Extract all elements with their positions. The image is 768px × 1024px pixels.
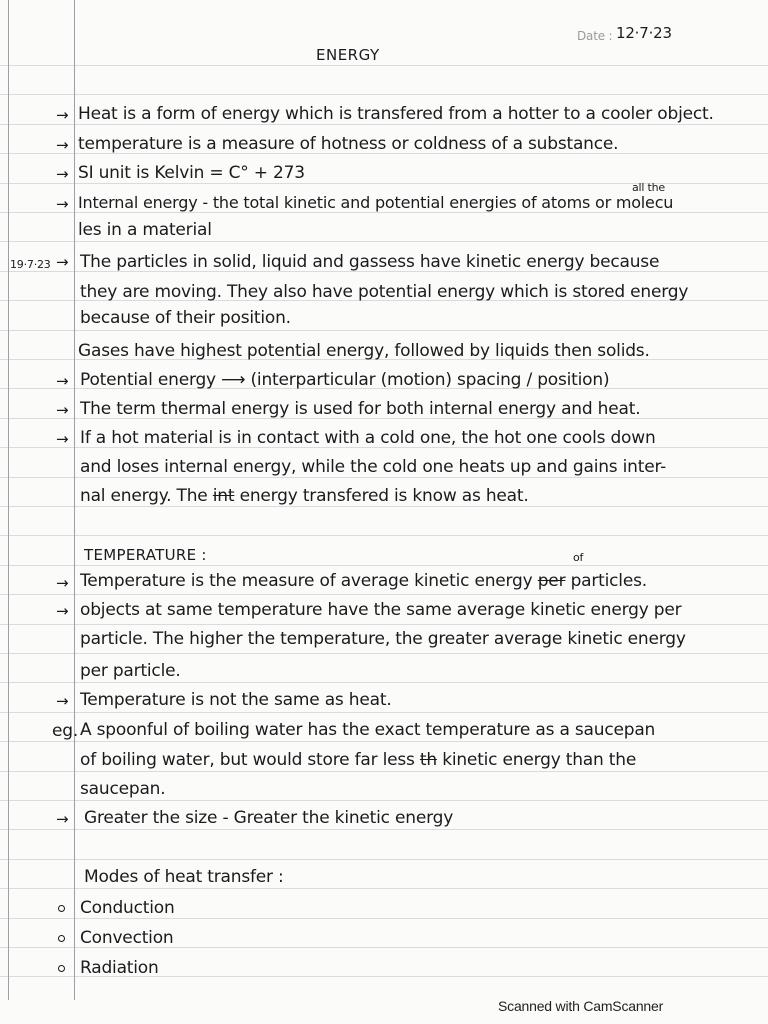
arrow-icon: → (56, 253, 69, 271)
ruled-line (0, 653, 768, 654)
arrow-icon: → (56, 136, 69, 154)
arrow-icon: → (56, 692, 69, 710)
arrow-icon: → (56, 195, 69, 213)
arrow-icon: → (56, 430, 69, 448)
note-line: A spoonful of boiling water has the exact temperature as a saucepan (80, 720, 656, 740)
note-line: les in a material (78, 220, 212, 240)
ruled-line (0, 594, 768, 595)
ruled-line (0, 241, 768, 242)
date-label: Date : (577, 29, 613, 43)
bullet-icon (58, 935, 65, 942)
date-value: 12·7·23 (616, 24, 672, 42)
bullet-icon (58, 905, 65, 912)
arrow-icon: → (56, 574, 69, 592)
scanner-watermark: Scanned with CamScanner (498, 998, 664, 1014)
margin-line (74, 0, 75, 1000)
struck-word: th (419, 750, 437, 770)
ruled-line (0, 771, 768, 772)
note-line: and loses internal energy, while the cold one heats up and gains inter- (80, 457, 667, 477)
note-line: particle. The higher the temperature, the greater average kinetic energy (80, 629, 686, 649)
arrow-icon: → (56, 810, 69, 828)
list-item: Conduction (80, 898, 175, 918)
inserted-words: all the (632, 181, 666, 194)
note-line: Greater the size - Greater the kinetic energy (84, 808, 454, 828)
ruled-line (0, 888, 768, 889)
note-line: temperature is a measure of hotness or coldness of a substance. (78, 134, 619, 154)
ruled-line (0, 712, 768, 713)
note-line: objects at same temperature have the same average kinetic energy per (80, 600, 682, 620)
ruled-line (0, 800, 768, 801)
ruled-line (0, 741, 768, 742)
note-line: The term thermal energy is used for both internal energy and heat. (80, 399, 641, 419)
example-label: eg. (52, 721, 79, 741)
arrow-icon: → (56, 372, 69, 390)
list-item: Convection (80, 928, 174, 948)
struck-word: int (212, 486, 235, 506)
note-line: Temperature is not the same as heat. (80, 690, 392, 710)
ruled-line (0, 535, 768, 536)
note-line (80, 570, 647, 592)
struck-word: per (537, 571, 566, 591)
left-edge-line (8, 0, 9, 1000)
section-heading: Modes of heat transfer : (84, 867, 284, 887)
note-line: saucepan. (80, 779, 166, 799)
note-line (80, 485, 529, 507)
bullet-icon (58, 965, 65, 972)
note-line: they are moving. They also have potential energy which is stored energy (80, 282, 689, 302)
note-fragment: Temperature is the measure of average kinetic energy (80, 571, 533, 591)
arrow-icon: → (56, 602, 69, 620)
note-line: because of their position. (80, 308, 291, 328)
inserted-words: of (573, 551, 584, 564)
ruled-line (0, 330, 768, 331)
note-fragment: of boiling water, but would store far less (80, 750, 415, 770)
ruled-line (0, 624, 768, 625)
margin-date: 19·7·23 (10, 258, 51, 271)
arrow-icon: → (56, 401, 69, 419)
note-fragment: kinetic energy than the (442, 750, 637, 770)
ruled-line (0, 682, 768, 683)
arrow-icon: → (56, 106, 69, 124)
note-line: Heat is a form of energy which is transfered from a hotter to a cooler object. (78, 104, 714, 124)
ruled-line (0, 65, 768, 66)
arrow-icon: → (56, 165, 69, 183)
note-line: If a hot material is in contact with a cold one, the hot one cools down (80, 428, 656, 448)
note-fragment: nal energy. The (80, 486, 208, 506)
note-line: Gases have highest potential energy, followed by liquids then solids. (78, 341, 650, 361)
section-heading: TEMPERATURE : (84, 546, 207, 564)
ruled-line (0, 859, 768, 860)
note-fragment: energy transfered is know as heat. (239, 486, 529, 506)
list-item: Radiation (80, 958, 159, 978)
note-line (80, 749, 636, 771)
note-line: The particles in solid, liquid and gassess have kinetic energy because (80, 252, 660, 272)
note-line: Internal energy - the total kinetic and potential energies of atoms or molecu (78, 193, 674, 212)
note-line: Potential energy ⟶ (interparticular (motion) spacing / position) (80, 370, 610, 390)
page-title: ENERGY (316, 46, 380, 64)
note-line: per particle. (80, 661, 181, 681)
note-line: SI unit is Kelvin = C° + 273 (78, 163, 305, 183)
ruled-line (0, 829, 768, 830)
ruled-line (0, 94, 768, 95)
note-fragment: particles. (570, 571, 647, 591)
